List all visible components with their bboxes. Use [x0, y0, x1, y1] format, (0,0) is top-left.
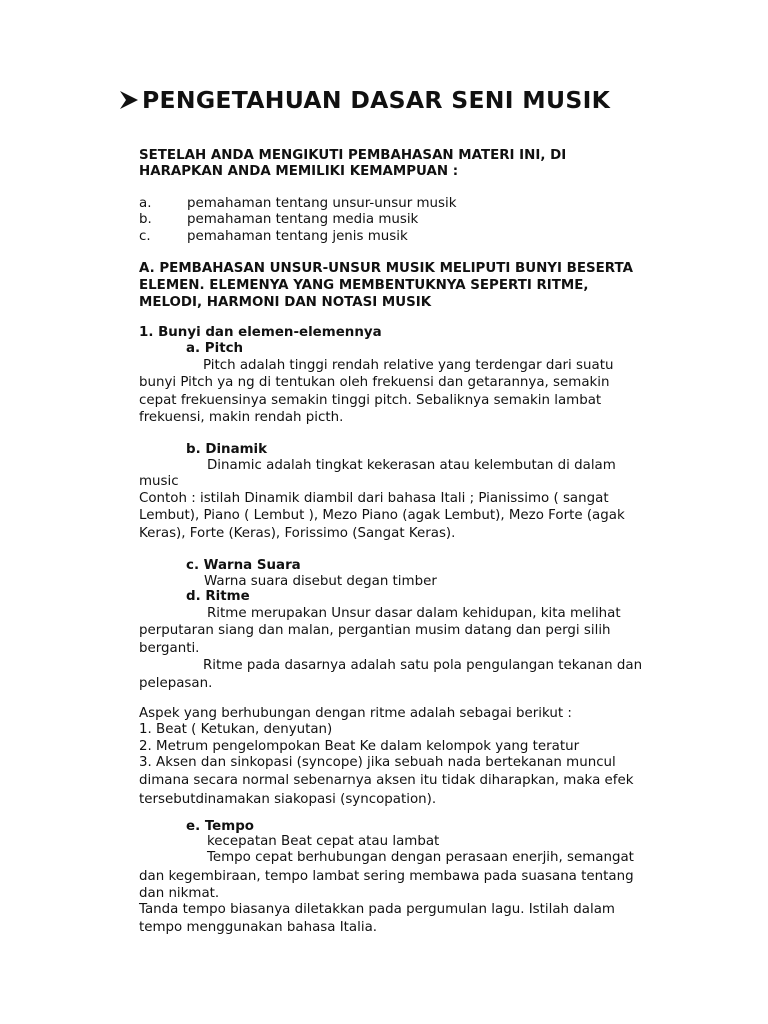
aspek-line: tersebutdinamakan siakopasi (syncopation).	[139, 791, 437, 807]
warna-suara-text: Warna suara disebut degan timber	[204, 574, 437, 589]
aspek-line: 3. Aksen dan sinkopasi (syncope) jika sebuah nada bertekanan muncul	[139, 755, 616, 771]
warna-suara-heading: c. Warna Suara	[186, 558, 301, 573]
pitch-paragraph	[139, 357, 679, 427]
pitch-line: frekuensi, makin rendah picth.	[139, 410, 344, 426]
list-marker: b.	[139, 212, 152, 228]
dinamik-example	[139, 490, 679, 542]
tempo-definition: kecepatan Beat cepat atau lambat	[207, 834, 440, 849]
tempo-line: dan nikmat.	[139, 885, 220, 901]
arrow-bullet-icon	[118, 89, 140, 111]
ritme-line: berganti.	[139, 640, 200, 656]
list-item	[139, 196, 679, 212]
ritme-paragraph	[139, 605, 679, 692]
list-item	[139, 229, 679, 245]
list-text: pemahaman tentang media musik	[187, 212, 419, 228]
dinamik-line: Keras), Forte (Keras), Forissimo (Sangat Keras).	[139, 525, 456, 541]
aspek-line: 2. Metrum pengelompokan Beat Ke dalam kelompok yang teratur	[139, 738, 580, 754]
dinamik-line: music	[139, 474, 179, 490]
bunyi-heading: 1. Bunyi dan elemen-elemennya	[139, 325, 382, 340]
intro-list	[139, 196, 679, 245]
tempo-heading: e. Tempo	[186, 819, 255, 834]
pitch-heading: a. Pitch	[186, 341, 244, 356]
tempo-line: Tempo cepat berhubungan dengan perasaan enerjih, semangat	[207, 850, 634, 865]
tempo-line: Tanda tempo biasanya diletakkan pada pergumulan lagu. Istilah dalam	[139, 902, 615, 918]
tempo-line: tempo menggunakan bahasa Italia.	[139, 920, 378, 936]
ritme-line: Ritme merupakan Unsur dasar dalam kehidupan, kita melihat	[207, 606, 621, 621]
dinamik-heading: b. Dinamik	[186, 442, 268, 457]
list-item	[139, 212, 679, 228]
intro-heading	[139, 148, 679, 181]
intro-heading-line: HARAPKAN ANDA MEMILIKI KEMAMPUAN :	[139, 164, 459, 180]
aspek-line: dimana secara normal sebenarnya aksen itu tidak diharapkan, maka efek	[139, 773, 634, 789]
list-marker: c.	[139, 228, 151, 244]
tempo-paragraph	[139, 850, 679, 937]
tempo-line: dan kegembiraan, tempo lambat sering membawa pada suasana tentang	[139, 869, 634, 885]
page-title	[118, 86, 610, 115]
ritme-line: Ritme pada dasarnya adalah satu pola pengulangan tekanan dan	[203, 658, 643, 674]
aspek-line: Aspek yang berhubungan dengan ritme adalah sebagai berikut :	[139, 706, 572, 721]
dinamik-line: Lembut), Piano ( Lembut ), Mezo Piano (agak Lembut), Mezo Forte (agak	[139, 508, 625, 524]
pitch-line: Pitch adalah tinggi rendah relative yang terdengar dari suatu	[203, 358, 614, 373]
list-marker: a.	[139, 196, 152, 211]
page-title-text: PENGETAHUAN DASAR SENI MUSIK	[142, 86, 611, 114]
pitch-line: cepat frekuensinya semakin tinggi pitch. Sebaliknya semakin lambat	[139, 392, 602, 408]
list-text: pemahaman tentang jenis musik	[187, 228, 408, 244]
aspek-line: 1. Beat ( Ketukan, denyutan)	[139, 722, 333, 738]
ritme-line: perputaran siang dan malan, pergantian musim datang dan pergi silih	[139, 623, 611, 639]
list-text: pemahaman tentang unsur-unsur musik	[187, 196, 457, 211]
ritme-line: pelepasan.	[139, 675, 213, 691]
dinamik-paragraph	[139, 458, 679, 491]
pitch-line: bunyi Pitch ya ng di tentukan oleh frekuensi dan getarannya, semakin	[139, 375, 610, 391]
section-a-line: ELEMEN. ELEMENYA YANG MEMBENTUKNYA SEPERTI RITME,	[139, 278, 589, 294]
section-a-line: MELODI, HARMONI DAN NOTASI MUSIK	[139, 295, 432, 311]
section-a-line: A. PEMBAHASAN UNSUR-UNSUR MUSIK MELIPUTI BUNYI BESERTA	[139, 261, 633, 276]
intro-heading-line: SETELAH ANDA MENGIKUTI PEMBAHASAN MATERI INI, DI	[139, 148, 567, 163]
ritme-heading: d. Ritme	[186, 589, 250, 604]
aspek-ritme-list	[139, 706, 679, 808]
dinamik-line: Dinamic adalah tingkat kekerasan atau kelembutan di dalam	[207, 458, 616, 473]
section-a-heading	[139, 260, 679, 311]
dinamik-line: Contoh : istilah Dinamik diambil dari bahasa Itali ; Pianissimo ( sangat	[139, 491, 609, 506]
